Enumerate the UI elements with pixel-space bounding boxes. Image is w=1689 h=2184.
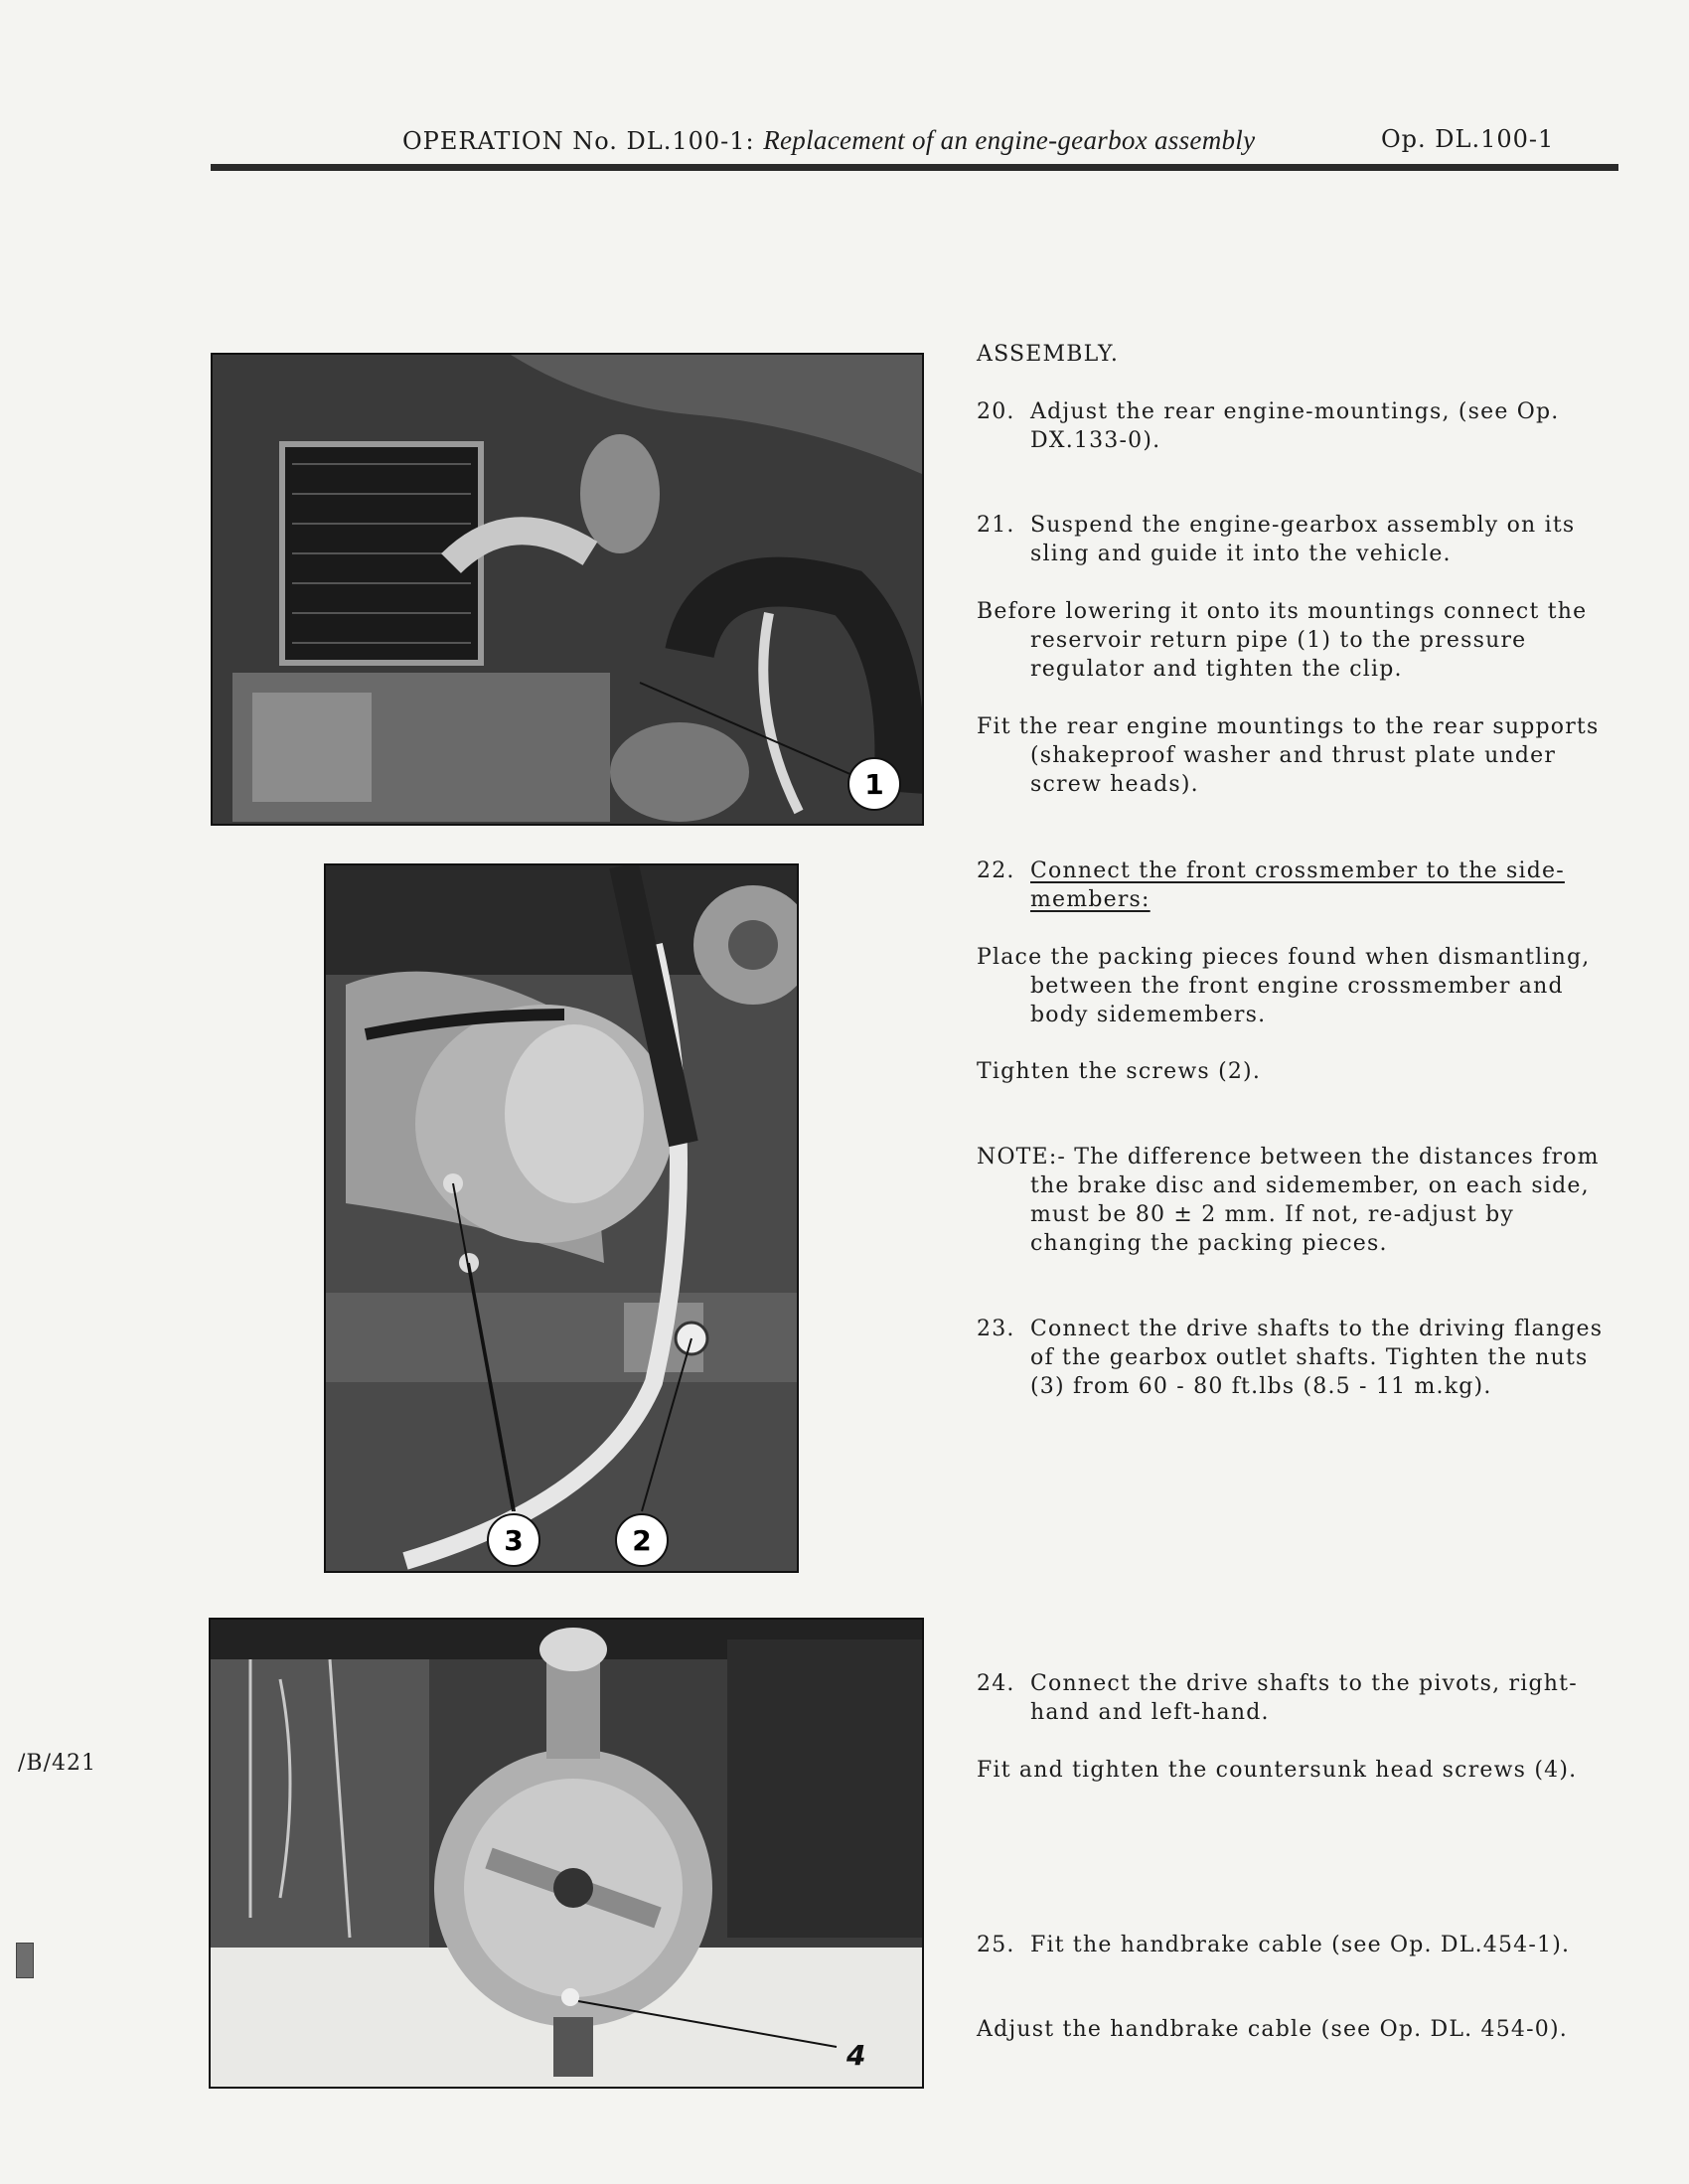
step-23 bbox=[977, 1315, 1622, 1401]
note-text: NOTE:- The difference between the distances from the brake disc and sidemember, on each side, must be 80 ± 2 mm. If not, re-adjust by changing the packing pieces. bbox=[977, 1145, 1600, 1256]
paragraph-text: Fit and tighten the countersunk head screws (4). bbox=[977, 1758, 1578, 1783]
callout-1: 1 bbox=[864, 768, 884, 801]
step-25 bbox=[977, 1931, 1622, 1959]
paragraph-adjust-handbrake bbox=[977, 2015, 1622, 2044]
step-text: Connect the front crossmember to the side-members: bbox=[1030, 858, 1565, 912]
step-21 bbox=[977, 511, 1622, 568]
step-text: Connect the drive shafts to the pivots, right-hand and left-hand. bbox=[1030, 1671, 1578, 1725]
header-ref: Op. DL.100-1 bbox=[1381, 125, 1555, 153]
header-title bbox=[402, 125, 1255, 156]
paragraph-text: Tighten the screws (2). bbox=[977, 1059, 1262, 1084]
operation-title: Replacement of an engine-gearbox assembly bbox=[763, 125, 1256, 155]
step-text: Suspend the engine-gearbox assembly on its sling and guide it into the vehicle. bbox=[1030, 513, 1576, 566]
callout-2: 2 bbox=[632, 1524, 652, 1557]
margin-reference: /B/421 bbox=[18, 1751, 96, 1776]
header-rule bbox=[211, 164, 1618, 171]
step-number: 23. bbox=[977, 1317, 1015, 1341]
paragraph-reservoir-pipe bbox=[977, 597, 1622, 684]
paragraph-text: Place the packing pieces found when dismantling, between the front engine crossmember and body sidemembers. bbox=[977, 945, 1591, 1027]
step-text: Connect the drive shafts to the driving flanges of the gearbox outlet shafts. Tighten the nuts (3) from 60 - 80 ft.lbs (8.5 - 11 m.kg). bbox=[1030, 1317, 1604, 1399]
step-number: 22. bbox=[977, 858, 1015, 883]
paragraph-text: Before lowering it onto its mountings connect the reservoir return pipe (1) to the pressure regulator and tighten the clip. bbox=[977, 599, 1588, 682]
operation-number: OPERATION No. DL.100-1: bbox=[402, 127, 755, 155]
callout-4: 4 bbox=[846, 2039, 866, 2072]
photo-engine-radiator bbox=[211, 353, 924, 826]
note bbox=[977, 1143, 1622, 1258]
step-24 bbox=[977, 1669, 1622, 1727]
paragraph-rear-mountings bbox=[977, 712, 1622, 799]
step-20 bbox=[977, 397, 1622, 455]
section-title: ASSEMBLY. bbox=[977, 342, 1120, 367]
step-22 bbox=[977, 857, 1622, 914]
photo-crossmember bbox=[324, 863, 799, 1573]
paragraph-packing-pieces bbox=[977, 943, 1622, 1029]
photo-drive-shaft-pivot bbox=[209, 1618, 924, 2089]
step-number: 21. bbox=[977, 513, 1015, 538]
step-number: 20. bbox=[977, 399, 1015, 424]
paragraph-text: Adjust the handbrake cable (see Op. DL. 454-0). bbox=[977, 2017, 1568, 2042]
binding-mark bbox=[16, 1943, 34, 1978]
paragraph-tighten-screws bbox=[977, 1057, 1622, 1086]
step-number: 25. bbox=[977, 1933, 1015, 1957]
callout-3: 3 bbox=[504, 1524, 524, 1557]
step-number: 24. bbox=[977, 1671, 1015, 1696]
step-text: Fit the handbrake cable (see Op. DL.454-1). bbox=[1030, 1933, 1571, 1957]
step-text: Adjust the rear engine-mountings, (see Op. DX.133-0). bbox=[1030, 399, 1560, 453]
paragraph-countersunk-screws bbox=[977, 1756, 1622, 1785]
paragraph-text: Fit the rear engine mountings to the rear supports (shakeproof washer and thrust plate under screw heads). bbox=[977, 714, 1600, 797]
